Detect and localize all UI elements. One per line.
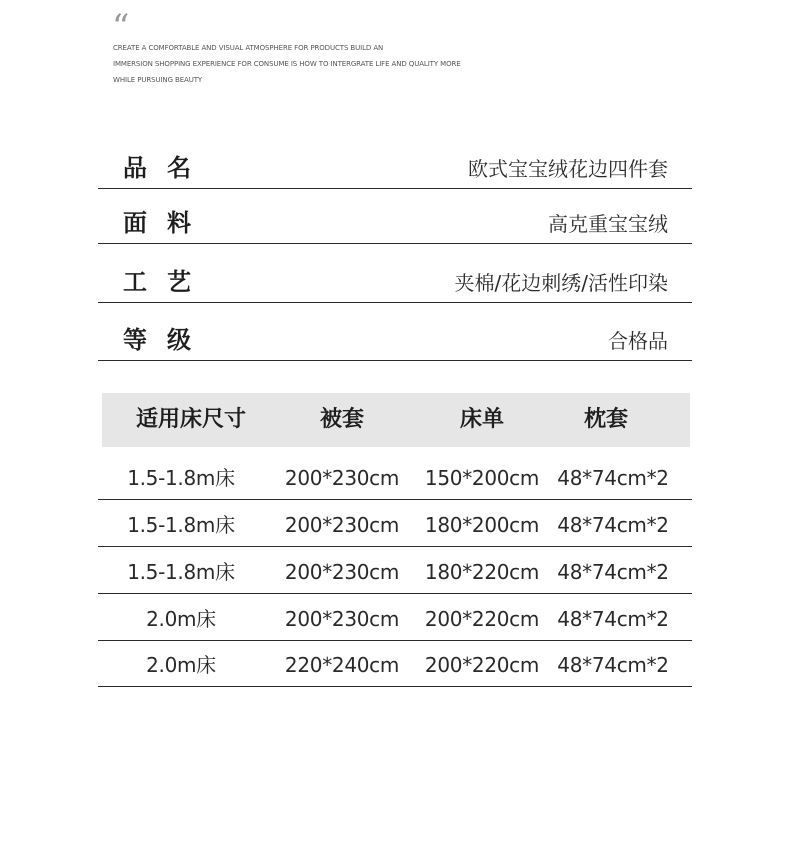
spec-row-grade [98,302,692,361]
cell-duvet-cover: 200*230cm [284,466,400,490]
size-table-header [102,393,690,447]
spec-label: 品名 [123,154,211,182]
cell-duvet-cover: 200*230cm [284,560,400,584]
spec-label: 等级 [123,326,211,354]
cell-bed-sheet: 180*220cm [424,560,540,584]
table-row [98,500,692,547]
cell-bed-sheet: 200*220cm [424,653,540,677]
table-row [98,594,692,641]
table-row [98,547,692,594]
table-row [98,640,692,687]
cell-bed-sheet: 200*220cm [424,607,540,631]
cell-bed-size: 1.5-1.8m床 [127,560,235,584]
cell-bed-sheet: 150*200cm [424,466,540,490]
spec-value: 欧式宝宝绒花边四件套 [468,157,668,181]
cell-pillowcase: 48*74cm*2 [557,653,669,677]
spec-label: 工艺 [123,268,211,296]
cell-bed-sheet: 180*200cm [424,513,540,537]
cell-pillowcase: 48*74cm*2 [557,466,669,490]
tagline-line-1: CREATE A COMFORTABLE AND VISUAL ATMOSPHERE FOR PRODUCTS BUILD AN [113,44,384,52]
cell-pillowcase: 48*74cm*2 [557,560,669,584]
cell-bed-size: 1.5-1.8m床 [127,466,235,490]
cell-duvet-cover: 220*240cm [284,653,400,677]
tagline-line-3: WHILE PURSUING BEAUTY [113,76,203,84]
cell-pillowcase: 48*74cm*2 [557,513,669,537]
cell-bed-size: 1.5-1.8m床 [127,513,235,537]
cell-bed-size: 2.0m床 [146,607,216,631]
tagline-line-2: IMMERSION SHOPPING EXPERIENCE FOR CONSUME IS HOW TO INTERGRATE LIFE AND QUALITY MORE [113,60,461,68]
header-bed-size: 适用床尺寸 [135,407,246,432]
quote-icon: “ [112,7,128,47]
cell-pillowcase: 48*74cm*2 [557,607,669,631]
cell-duvet-cover: 200*230cm [284,607,400,631]
header-pillowcase: 枕套 [583,407,628,432]
header-duvet-cover: 被套 [319,407,364,432]
spec-row-name [98,146,692,189]
cell-duvet-cover: 200*230cm [284,513,400,537]
header-bed-sheet: 床单 [459,407,504,432]
spec-row-craft [98,243,692,303]
spec-value: 高克重宝宝绒 [548,212,668,236]
spec-row-fabric [98,188,692,244]
cell-bed-size: 2.0m床 [146,653,216,677]
spec-value: 合格品 [608,329,668,353]
table-row [98,453,692,500]
spec-value: 夹棉/花边刺绣/活性印染 [454,271,668,295]
spec-label: 面料 [123,209,211,237]
